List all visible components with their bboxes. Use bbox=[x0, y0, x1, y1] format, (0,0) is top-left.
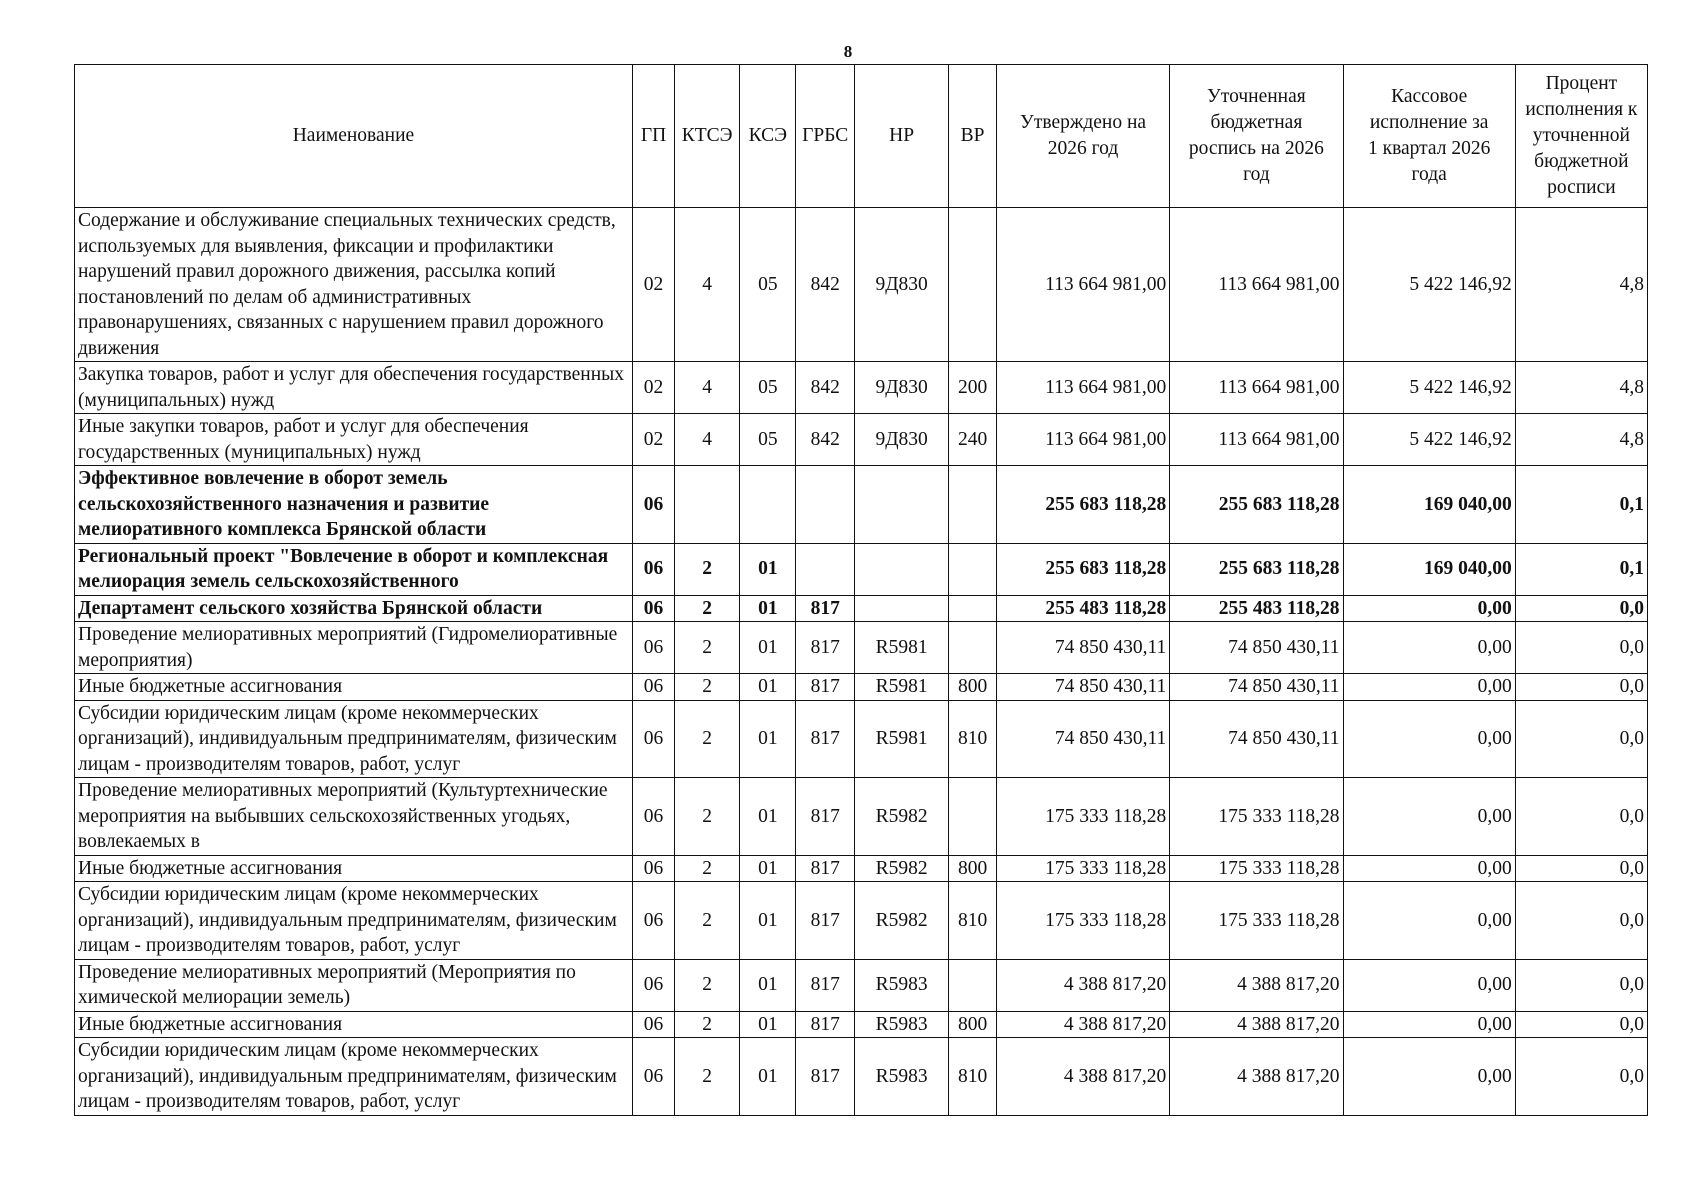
row-grbs: 817 bbox=[796, 882, 855, 960]
row-refined: 113 664 981,00 bbox=[1170, 208, 1343, 362]
row-gp: 06 bbox=[632, 855, 674, 882]
row-vr: 810 bbox=[949, 700, 997, 778]
table-row bbox=[75, 700, 1648, 778]
header-name: Наименование bbox=[75, 65, 633, 208]
row-cash: 0,00 bbox=[1343, 778, 1515, 856]
row-ktse: 4 bbox=[675, 362, 740, 414]
row-percent: 0,0 bbox=[1515, 622, 1647, 674]
row-cash: 169 040,00 bbox=[1343, 466, 1515, 544]
row-kse: 01 bbox=[740, 1038, 796, 1116]
row-percent: 0,0 bbox=[1515, 959, 1647, 1011]
header-approved: Утверждено на 2026 год bbox=[996, 65, 1169, 208]
row-nr: R5981 bbox=[854, 674, 948, 701]
row-cash: 0,00 bbox=[1343, 700, 1515, 778]
row-ktse: 2 bbox=[675, 543, 740, 595]
header-kse: КСЭ bbox=[740, 65, 796, 208]
row-nr bbox=[854, 595, 948, 622]
row-kse: 01 bbox=[740, 543, 796, 595]
row-grbs bbox=[796, 466, 855, 544]
row-grbs bbox=[796, 543, 855, 595]
row-refined: 74 850 430,11 bbox=[1170, 700, 1343, 778]
row-kse: 01 bbox=[740, 882, 796, 960]
row-refined: 255 683 118,28 bbox=[1170, 543, 1343, 595]
row-vr: 800 bbox=[949, 674, 997, 701]
page-number: 8 bbox=[843, 42, 853, 61]
row-nr: R5983 bbox=[854, 1011, 948, 1038]
row-kse: 05 bbox=[740, 208, 796, 362]
table-row bbox=[75, 882, 1648, 960]
row-approved: 113 664 981,00 bbox=[996, 414, 1169, 466]
row-vr bbox=[949, 622, 997, 674]
row-nr: R5981 bbox=[854, 622, 948, 674]
row-grbs: 817 bbox=[796, 674, 855, 701]
row-gp: 06 bbox=[632, 1038, 674, 1116]
table-row bbox=[75, 1038, 1648, 1116]
row-name: Иные бюджетные ассигнования bbox=[75, 1011, 633, 1038]
row-name: Иные бюджетные ассигнования bbox=[75, 855, 633, 882]
header-cash: Кассовое исполнение за 1 квартал 2026 года bbox=[1343, 65, 1515, 208]
row-kse: 01 bbox=[740, 595, 796, 622]
row-nr: R5983 bbox=[854, 959, 948, 1011]
header-grbs: ГРБС bbox=[796, 65, 855, 208]
row-percent: 0,0 bbox=[1515, 700, 1647, 778]
row-refined: 255 483 118,28 bbox=[1170, 595, 1343, 622]
row-vr bbox=[949, 595, 997, 622]
row-vr: 200 bbox=[949, 362, 997, 414]
row-vr: 800 bbox=[949, 1011, 997, 1038]
row-ktse: 2 bbox=[675, 674, 740, 701]
row-grbs: 817 bbox=[796, 855, 855, 882]
header-vr: ВР bbox=[949, 65, 997, 208]
row-vr bbox=[949, 466, 997, 544]
table-row bbox=[75, 778, 1648, 856]
row-nr: R5981 bbox=[854, 700, 948, 778]
row-percent: 0,0 bbox=[1515, 1011, 1647, 1038]
row-approved: 255 683 118,28 bbox=[996, 466, 1169, 544]
row-cash: 0,00 bbox=[1343, 595, 1515, 622]
row-percent: 0,0 bbox=[1515, 1038, 1647, 1116]
row-cash: 0,00 bbox=[1343, 622, 1515, 674]
row-vr: 240 bbox=[949, 414, 997, 466]
row-refined: 175 333 118,28 bbox=[1170, 882, 1343, 960]
row-grbs: 817 bbox=[796, 778, 855, 856]
table-row bbox=[75, 1011, 1648, 1038]
row-percent: 0,1 bbox=[1515, 466, 1647, 544]
row-refined: 4 388 817,20 bbox=[1170, 1038, 1343, 1116]
row-percent: 0,0 bbox=[1515, 855, 1647, 882]
row-name: Иные закупки товаров, работ и услуг для обеспечения государственных (муниципальных) нужд bbox=[75, 414, 633, 466]
row-ktse: 2 bbox=[675, 595, 740, 622]
table-row bbox=[75, 674, 1648, 701]
row-ktse: 2 bbox=[675, 959, 740, 1011]
row-cash: 0,00 bbox=[1343, 882, 1515, 960]
row-vr: 800 bbox=[949, 855, 997, 882]
row-kse: 01 bbox=[740, 1011, 796, 1038]
row-name: Закупка товаров, работ и услуг для обеспечения государственных (муниципальных) нужд bbox=[75, 362, 633, 414]
row-ktse: 4 bbox=[675, 208, 740, 362]
row-approved: 4 388 817,20 bbox=[996, 959, 1169, 1011]
row-approved: 175 333 118,28 bbox=[996, 855, 1169, 882]
row-nr: R5982 bbox=[854, 882, 948, 960]
row-vr: 810 bbox=[949, 1038, 997, 1116]
row-ktse: 2 bbox=[675, 700, 740, 778]
row-ktse: 2 bbox=[675, 855, 740, 882]
header-row bbox=[75, 65, 1648, 208]
table-row bbox=[75, 414, 1648, 466]
row-percent: 0,1 bbox=[1515, 543, 1647, 595]
row-nr: 9Д830 bbox=[854, 208, 948, 362]
table-row bbox=[75, 466, 1648, 544]
row-gp: 06 bbox=[632, 543, 674, 595]
row-refined: 4 388 817,20 bbox=[1170, 959, 1343, 1011]
row-cash: 0,00 bbox=[1343, 1038, 1515, 1116]
table-row bbox=[75, 362, 1648, 414]
row-grbs: 817 bbox=[796, 622, 855, 674]
row-ktse: 2 bbox=[675, 778, 740, 856]
row-refined: 74 850 430,11 bbox=[1170, 674, 1343, 701]
row-kse: 01 bbox=[740, 778, 796, 856]
row-grbs: 817 bbox=[796, 1038, 855, 1116]
row-cash: 169 040,00 bbox=[1343, 543, 1515, 595]
row-ktse: 2 bbox=[675, 622, 740, 674]
row-grbs: 842 bbox=[796, 208, 855, 362]
row-name: Департамент сельского хозяйства Брянской области bbox=[75, 595, 633, 622]
row-gp: 06 bbox=[632, 778, 674, 856]
row-cash: 0,00 bbox=[1343, 674, 1515, 701]
row-nr bbox=[854, 543, 948, 595]
row-vr bbox=[949, 208, 997, 362]
row-approved: 175 333 118,28 bbox=[996, 882, 1169, 960]
row-gp: 02 bbox=[632, 414, 674, 466]
row-nr: R5982 bbox=[854, 778, 948, 856]
row-grbs: 817 bbox=[796, 700, 855, 778]
row-grbs: 817 bbox=[796, 959, 855, 1011]
row-cash: 0,00 bbox=[1343, 959, 1515, 1011]
row-vr bbox=[949, 543, 997, 595]
row-kse: 01 bbox=[740, 959, 796, 1011]
row-grbs: 817 bbox=[796, 1011, 855, 1038]
row-name: Субсидии юридическим лицам (кроме некоммерческих организаций), индивидуальным предпринимателям, физическим лицам - производителям товаров, работ, услуг bbox=[75, 1038, 633, 1116]
row-approved: 175 333 118,28 bbox=[996, 778, 1169, 856]
row-gp: 02 bbox=[632, 362, 674, 414]
row-nr bbox=[854, 466, 948, 544]
row-grbs: 817 bbox=[796, 595, 855, 622]
row-approved: 255 483 118,28 bbox=[996, 595, 1169, 622]
row-cash: 0,00 bbox=[1343, 855, 1515, 882]
row-kse: 05 bbox=[740, 362, 796, 414]
row-gp: 06 bbox=[632, 882, 674, 960]
row-nr: R5983 bbox=[854, 1038, 948, 1116]
row-name: Иные бюджетные ассигнования bbox=[75, 674, 633, 701]
row-percent: 4,8 bbox=[1515, 414, 1647, 466]
row-refined: 255 683 118,28 bbox=[1170, 466, 1343, 544]
row-refined: 4 388 817,20 bbox=[1170, 1011, 1343, 1038]
row-cash: 5 422 146,92 bbox=[1343, 362, 1515, 414]
row-name: Содержание и обслуживание специальных технических средств, используемых для выявления, фиксации и профилактики нарушений правил дорожного движения, рассылка копий постановлений по делам об административных правонарушениях, связанных с нарушением правил дорожного движения bbox=[75, 208, 633, 362]
row-name: Эффективное вовлечение в оборот земель сельскохозяйственного назначения и развитие мелиоративного комплекса Брянской области bbox=[75, 466, 633, 544]
row-kse: 01 bbox=[740, 674, 796, 701]
row-refined: 175 333 118,28 bbox=[1170, 855, 1343, 882]
row-name: Субсидии юридическим лицам (кроме некоммерческих организаций), индивидуальным предпринимателям, физическим лицам - производителям товаров, работ, услуг bbox=[75, 882, 633, 960]
row-name: Субсидии юридическим лицам (кроме некоммерческих организаций), индивидуальным предпринимателям, физическим лицам - производителям товаров, работ, услуг bbox=[75, 700, 633, 778]
row-cash: 5 422 146,92 bbox=[1343, 208, 1515, 362]
row-gp: 06 bbox=[632, 1011, 674, 1038]
table-row bbox=[75, 543, 1648, 595]
row-kse bbox=[740, 466, 796, 544]
row-approved: 4 388 817,20 bbox=[996, 1038, 1169, 1116]
row-percent: 4,8 bbox=[1515, 208, 1647, 362]
row-percent: 0,0 bbox=[1515, 882, 1647, 960]
row-ktse: 2 bbox=[675, 1011, 740, 1038]
row-nr: 9Д830 bbox=[854, 414, 948, 466]
row-kse: 01 bbox=[740, 855, 796, 882]
row-name: Проведение мелиоративных мероприятий (Мероприятия по химической мелиорации земель) bbox=[75, 959, 633, 1011]
table-row bbox=[75, 855, 1648, 882]
row-approved: 74 850 430,11 bbox=[996, 674, 1169, 701]
table-row bbox=[75, 959, 1648, 1011]
row-approved: 113 664 981,00 bbox=[996, 362, 1169, 414]
header-gp: ГП bbox=[632, 65, 674, 208]
row-ktse: 4 bbox=[675, 414, 740, 466]
row-name: Проведение мелиоративных мероприятий (Культуртехнические мероприятия на выбывших сельскохозяйственных угодьях, вовлекаемых в bbox=[75, 778, 633, 856]
row-name: Проведение мелиоративных мероприятий (Гидромелиоративные мероприятия) bbox=[75, 622, 633, 674]
row-grbs: 842 bbox=[796, 414, 855, 466]
row-refined: 175 333 118,28 bbox=[1170, 778, 1343, 856]
row-approved: 4 388 817,20 bbox=[996, 1011, 1169, 1038]
row-vr bbox=[949, 959, 997, 1011]
row-approved: 255 683 118,28 bbox=[996, 543, 1169, 595]
row-ktse: 2 bbox=[675, 1038, 740, 1116]
budget-table bbox=[74, 64, 1648, 1116]
row-nr: R5982 bbox=[854, 855, 948, 882]
table-row bbox=[75, 208, 1648, 362]
row-cash: 0,00 bbox=[1343, 1011, 1515, 1038]
header-percent: Процент исполнения к уточненной бюджетной росписи bbox=[1515, 65, 1647, 208]
header-ktse: КТСЭ bbox=[675, 65, 740, 208]
header-nr: НР bbox=[854, 65, 948, 208]
row-approved: 74 850 430,11 bbox=[996, 622, 1169, 674]
row-gp: 06 bbox=[632, 595, 674, 622]
row-approved: 113 664 981,00 bbox=[996, 208, 1169, 362]
row-refined: 113 664 981,00 bbox=[1170, 362, 1343, 414]
row-vr: 810 bbox=[949, 882, 997, 960]
row-percent: 4,8 bbox=[1515, 362, 1647, 414]
row-percent: 0,0 bbox=[1515, 674, 1647, 701]
table-row bbox=[75, 622, 1648, 674]
row-kse: 01 bbox=[740, 700, 796, 778]
row-gp: 06 bbox=[632, 466, 674, 544]
row-approved: 74 850 430,11 bbox=[996, 700, 1169, 778]
row-nr: 9Д830 bbox=[854, 362, 948, 414]
row-cash: 5 422 146,92 bbox=[1343, 414, 1515, 466]
row-gp: 06 bbox=[632, 700, 674, 778]
row-refined: 74 850 430,11 bbox=[1170, 622, 1343, 674]
row-ktse: 2 bbox=[675, 882, 740, 960]
row-grbs: 842 bbox=[796, 362, 855, 414]
row-vr bbox=[949, 778, 997, 856]
row-gp: 06 bbox=[632, 674, 674, 701]
row-ktse bbox=[675, 466, 740, 544]
row-kse: 01 bbox=[740, 622, 796, 674]
row-percent: 0,0 bbox=[1515, 595, 1647, 622]
row-gp: 06 bbox=[632, 959, 674, 1011]
row-name: Региональный проект "Вовлечение в оборот и комплексная мелиорация земель сельскохозяйственного bbox=[75, 543, 633, 595]
row-gp: 02 bbox=[632, 208, 674, 362]
row-refined: 113 664 981,00 bbox=[1170, 414, 1343, 466]
row-percent: 0,0 bbox=[1515, 778, 1647, 856]
row-kse: 05 bbox=[740, 414, 796, 466]
row-gp: 06 bbox=[632, 622, 674, 674]
table-row bbox=[75, 595, 1648, 622]
header-refined: Уточненная бюджетная роспись на 2026 год bbox=[1170, 65, 1343, 208]
